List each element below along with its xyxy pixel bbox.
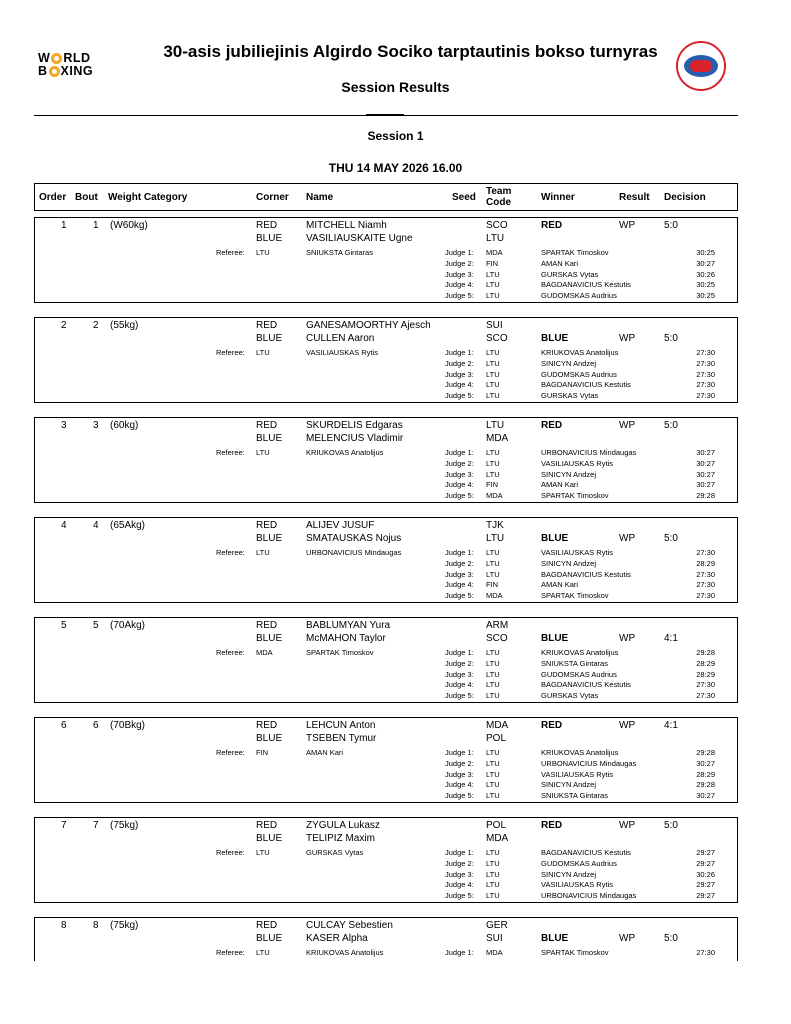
judge-label: Judge 4: [445,480,474,489]
bout-order: 7 [61,820,67,831]
weight-category: (75kg) [110,820,139,831]
judge-score: 30:27 [696,259,715,268]
red-team-code: MDA [486,720,509,731]
judge-name: SPARTAK Timoskov [541,491,609,500]
winner: RED [541,220,563,231]
blue-team-code: LTU [486,233,505,244]
judge-country: LTU [486,548,500,557]
judge-score: 27:30 [696,391,715,400]
logo-ring-icon [49,66,60,77]
judge-country: LTU [486,370,500,379]
judge-label: Judge 5: [445,491,474,500]
judge-label: Judge 5: [445,291,474,300]
red-boxer-name: SKURDELIS Edgaras [306,420,403,431]
decision: 5:0 [664,333,678,344]
judge-name: SNIUKSTA Gintaras [541,791,608,800]
judge-score: 30:27 [696,759,715,768]
judge-score: 27:30 [696,580,715,589]
bout-block [34,217,738,303]
bout-number: 2 [93,320,99,331]
blue-team-code: MDA [486,433,509,444]
referee-country: LTU [256,548,270,557]
judge-name: VASILIAUSKAS Rytis [541,880,613,889]
judge-name: SPARTAK Timoskov [541,248,609,257]
weight-category: (70Akg) [110,620,146,631]
judge-score: 28:29 [696,559,715,568]
winner: RED [541,820,563,831]
judge-label: Judge 2: [445,659,474,668]
corner-blue: BLUE [256,833,283,844]
judge-country: LTU [486,848,500,857]
judge-label: Judge 5: [445,791,474,800]
judge-name: SPARTAK Timoskov [541,591,609,600]
page-subtitle: Session Results [341,79,450,95]
corner-red: RED [256,820,278,831]
red-boxer-name: ALIJEV JUSUF [306,520,375,531]
judge-score: 29:28 [696,491,715,500]
referee-country: LTU [256,248,270,257]
judge-label: Judge 1: [445,848,474,857]
judge-country: MDA [486,948,503,957]
judge-name: AMAN Kari [541,480,579,489]
corner-red: RED [256,620,278,631]
tournament-title: 30-asis jubiliejinis Algirdo Sociko tarptautinis bokso turnyras [163,42,658,61]
referee-country: FIN [256,748,269,757]
judge-country: LTU [486,559,500,568]
judge-country: LTU [486,791,500,800]
referee-country: LTU [256,348,270,357]
col-seed: Seed [452,192,476,203]
judge-label: Judge 4: [445,880,474,889]
corner-red: RED [256,920,278,931]
judge-country: MDA [486,248,503,257]
judge-name: BAGDANAVICIUS Kestutis [541,680,631,689]
red-team-code: LTU [486,420,505,431]
judge-name: SINICYN Andzej [541,870,597,879]
judge-score: 27:30 [696,359,715,368]
judge-name: GUDOMSKAS Audrius [541,670,617,679]
judge-name: BAGDANAVICIUS Kestutis [541,848,631,857]
judge-label: Judge 2: [445,459,474,468]
bout-number: 5 [93,620,99,631]
corner-blue: BLUE [256,933,283,944]
bout-block [34,317,738,403]
result: WP [619,933,636,944]
referee-name: KRIUKOVAS Anatolijus [306,448,384,457]
judge-name: SINICYN Andzej [541,359,597,368]
referee-label: Referee: [216,748,245,757]
judge-label: Judge 2: [445,759,474,768]
result: WP [619,220,636,231]
bout-block [34,817,738,903]
judge-name: SINICYN Andzej [541,780,597,789]
decision: 5:0 [664,933,678,944]
col-result: Result [619,192,650,203]
judge-label: Judge 1: [445,748,474,757]
col-order: Order [39,192,67,203]
judge-country: MDA [486,591,503,600]
world-boxing-logo: W RLD B XING [38,51,94,78]
judge-country: LTU [486,448,500,457]
judge-label: Judge 2: [445,559,474,568]
winner: BLUE [541,533,569,544]
page-header [0,0,791,120]
judge-name: KRIUKOVAS Anatolijus [541,748,619,757]
judge-name: URBONAVICIUS Mindaugas [541,448,637,457]
weight-category: (W60kg) [110,220,148,231]
judge-label: Judge 5: [445,391,474,400]
judge-score: 27:30 [696,680,715,689]
col-corner: Corner [256,192,289,203]
red-boxer-name: GANESAMOORTHY Ajesch [306,320,431,331]
judge-label: Judge 2: [445,859,474,868]
judge-name: BAGDANAVICIUS Kestutis [541,570,631,579]
weight-category: (60kg) [110,420,139,431]
judge-score: 30:27 [696,459,715,468]
judge-score: 27:30 [696,570,715,579]
col-name: Name [306,192,334,203]
bout-block [34,417,738,503]
judge-label: Judge 3: [445,370,474,379]
judge-country: LTU [486,348,500,357]
decision: 4:1 [664,720,678,731]
judge-label: Judge 3: [445,870,474,879]
judge-country: LTU [486,680,500,689]
judge-label: Judge 3: [445,570,474,579]
blue-team-code: POL [486,733,507,744]
corner-blue: BLUE [256,433,283,444]
judge-name: SPARTAK Timoskov [541,948,609,957]
judge-country: LTU [486,380,500,389]
blue-team-code: SCO [486,633,508,644]
judge-label: Judge 5: [445,591,474,600]
judge-label: Judge 4: [445,780,474,789]
judge-country: FIN [486,580,499,589]
corner-red: RED [256,420,278,431]
referee-label: Referee: [216,948,245,957]
judge-score: 30:27 [696,791,715,800]
judge-label: Judge 4: [445,280,474,289]
bout-number: 1 [93,220,99,231]
judge-name: GUDOMSKAS Audrius [541,859,617,868]
judge-score: 27:30 [696,380,715,389]
referee-name: URBONAVICIUS Mindaugas [306,548,402,557]
bout-number: 4 [93,520,99,531]
judge-label: Judge 1: [445,448,474,457]
blue-boxer-name: McMAHON Taylor [306,633,386,644]
judge-score: 28:29 [696,659,715,668]
decision: 5:0 [664,420,678,431]
judge-score: 30:26 [696,870,715,879]
judge-name: GURSKAS Vytas [541,391,599,400]
judge-score: 28:29 [696,770,715,779]
judge-country: LTU [486,470,500,479]
judge-country: LTU [486,659,500,668]
judge-score: 30:25 [696,291,715,300]
red-boxer-name: LEHCUN Anton [306,720,376,731]
bout-number: 6 [93,720,99,731]
referee-name: KRIUKOVAS Anatolijus [306,948,384,957]
judge-score: 29:27 [696,880,715,889]
judge-score: 29:28 [696,748,715,757]
judge-country: LTU [486,759,500,768]
judge-score: 29:28 [696,648,715,657]
weight-category: (70Bkg) [110,720,146,731]
col-decision: Decision [664,192,706,203]
winner: BLUE [541,933,569,944]
federation-emblem-icon [676,41,726,91]
divider [34,115,738,116]
judge-score: 27:30 [696,348,715,357]
red-team-code: SCO [486,220,508,231]
judge-name: BAGDANAVICIUS Kestutis [541,380,631,389]
winner: BLUE [541,333,569,344]
result: WP [619,633,636,644]
judge-country: LTU [486,859,500,868]
referee-label: Referee: [216,448,245,457]
decision: 5:0 [664,533,678,544]
judge-name: GUDOMSKAS Audrius [541,291,617,300]
winner: RED [541,420,563,431]
red-boxer-name: BABLUMYAN Yura [306,620,391,631]
bout-number: 8 [93,920,99,931]
referee-label: Referee: [216,248,245,257]
corner-blue: BLUE [256,533,283,544]
session-title: Session 1 [367,129,424,143]
blue-boxer-name: VASILIAUSKAITE Ugne [306,233,413,244]
judge-name: VASILIAUSKAS Rytis [541,548,613,557]
referee-country: MDA [256,648,273,657]
judge-score: 30:27 [696,470,715,479]
red-boxer-name: MITCHELL Niamh [306,220,387,231]
weight-category: (55kg) [110,320,139,331]
blue-team-code: SUI [486,933,503,944]
decision: 4:1 [664,633,678,644]
bout-order: 1 [61,220,67,231]
bout-order: 2 [61,320,67,331]
judge-score: 29:28 [696,780,715,789]
referee-label: Referee: [216,548,245,557]
judge-score: 30:26 [696,270,715,279]
referee-name: AMAN Kari [306,748,344,757]
judge-label: Judge 1: [445,548,474,557]
judge-label: Judge 1: [445,648,474,657]
judge-label: Judge 4: [445,580,474,589]
blue-boxer-name: CULLEN Aaron [306,333,375,344]
judge-country: LTU [486,748,500,757]
judge-score: 29:27 [696,859,715,868]
judge-score: 27:30 [696,948,715,957]
judge-name: SINICYN Andzej [541,559,597,568]
winner: RED [541,720,563,731]
judge-country: LTU [486,891,500,900]
red-team-code: GER [486,920,508,931]
col-weight: Weight Category [108,192,188,203]
referee-label: Referee: [216,348,245,357]
judge-label: Judge 4: [445,680,474,689]
referee-country: LTU [256,848,270,857]
corner-red: RED [256,720,278,731]
judge-country: LTU [486,459,500,468]
judge-name: KRIUKOVAS Anatolijus [541,348,619,357]
judge-name: GUDOMSKAS Audrius [541,370,617,379]
blue-boxer-name: KASER Alpha [306,933,368,944]
corner-blue: BLUE [256,333,283,344]
bout-order: 8 [61,920,67,931]
judge-score: 28:29 [696,670,715,679]
judge-country: FIN [486,480,499,489]
judge-score: 27:30 [696,370,715,379]
decision: 5:0 [664,220,678,231]
red-team-code: POL [486,820,507,831]
referee-label: Referee: [216,848,245,857]
bout-order: 5 [61,620,67,631]
judge-label: Judge 3: [445,670,474,679]
judge-country: LTU [486,880,500,889]
blue-boxer-name: TSEBEN Tymur [306,733,377,744]
corner-red: RED [256,220,278,231]
referee-country: LTU [256,948,270,957]
referee-name: SPARTAK Timoskov [306,648,374,657]
corner-blue: BLUE [256,733,283,744]
bout-order: 4 [61,520,67,531]
corner-blue: BLUE [256,633,283,644]
result: WP [619,533,636,544]
judge-name: SNIUKSTA Gintaras [541,659,608,668]
judge-country: LTU [486,570,500,579]
judge-country: LTU [486,691,500,700]
judge-name: VASILIAUSKAS Rytis [541,770,613,779]
judge-country: LTU [486,648,500,657]
judge-score: 29:27 [696,848,715,857]
judge-country: LTU [486,291,500,300]
bout-number: 7 [93,820,99,831]
blue-team-code: LTU [486,533,505,544]
red-team-code: SUI [486,320,503,331]
judge-label: Judge 1: [445,248,474,257]
judge-country: LTU [486,770,500,779]
judge-country: LTU [486,780,500,789]
judge-country: LTU [486,270,500,279]
judge-score: 27:30 [696,591,715,600]
referee-name: VASILIAUSKAS Rytis [306,348,378,357]
judge-name: GURSKAS Vytas [541,270,599,279]
judge-name: GURSKAS Vytas [541,691,599,700]
bout-block [34,917,738,961]
judge-name: AMAN Kari [541,580,579,589]
red-team-code: ARM [486,620,509,631]
referee-label: Referee: [216,648,245,657]
col-team-code: Team Code [486,186,512,208]
result: WP [619,720,636,731]
bout-block [34,617,738,703]
judge-label: Judge 3: [445,770,474,779]
bout-order: 3 [61,420,67,431]
judge-name: SINICYN Andzej [541,470,597,479]
judge-score: 27:30 [696,548,715,557]
winner: BLUE [541,633,569,644]
judge-score: 30:25 [696,280,715,289]
judge-name: AMAN Kari [541,259,579,268]
blue-team-code: SCO [486,333,508,344]
judge-label: Judge 3: [445,270,474,279]
red-team-code: TJK [486,520,504,531]
judge-score: 27:30 [696,691,715,700]
result: WP [619,333,636,344]
judge-name: URBONAVICIUS Mindaugas [541,891,637,900]
referee-name: GURSKAS Vytas [306,848,364,857]
judge-country: LTU [486,280,500,289]
result: WP [619,820,636,831]
judge-country: LTU [486,391,500,400]
judge-label: Judge 3: [445,470,474,479]
judge-label: Judge 4: [445,380,474,389]
blue-boxer-name: SMATAUSKAS Nojus [306,533,402,544]
corner-red: RED [256,520,278,531]
judge-score: 30:27 [696,480,715,489]
col-winner: Winner [541,192,575,203]
judge-country: MDA [486,491,503,500]
bout-block [34,517,738,603]
blue-boxer-name: TELIPIZ Maxim [306,833,375,844]
bout-order: 6 [61,720,67,731]
judge-name: KRIUKOVAS Anatolijus [541,648,619,657]
red-boxer-name: CULCAY Sebestien [306,920,393,931]
judge-score: 30:27 [696,448,715,457]
judge-country: LTU [486,670,500,679]
blue-boxer-name: MELENCIUS Vladimir [306,433,404,444]
referee-name: SNIUKSTA Gintaras [306,248,373,257]
judge-label: Judge 5: [445,691,474,700]
judge-label: Judge 2: [445,259,474,268]
judge-score: 29:27 [696,891,715,900]
decision: 5:0 [664,820,678,831]
judge-country: LTU [486,870,500,879]
judge-name: VASILIAUSKAS Rytis [541,459,613,468]
judge-country: LTU [486,359,500,368]
bout-number: 3 [93,420,99,431]
judge-label: Judge 2: [445,359,474,368]
judge-name: URBONAVICIUS Mindaugas [541,759,637,768]
col-bout: Bout [75,192,98,203]
weight-category: (75kg) [110,920,139,931]
judge-label: Judge 1: [445,348,474,357]
results-table-header [34,183,738,211]
bout-block [34,717,738,803]
referee-country: LTU [256,448,270,457]
weight-category: (65Akg) [110,520,146,531]
blue-team-code: MDA [486,833,509,844]
red-boxer-name: ZYGULA Lukasz [306,820,380,831]
corner-red: RED [256,320,278,331]
judge-label: Judge 5: [445,891,474,900]
judge-score: 30:25 [696,248,715,257]
judge-name: BAGDANAVICIUS Kestutis [541,280,631,289]
judge-country: FIN [486,259,499,268]
judge-label: Judge 1: [445,948,474,957]
result: WP [619,420,636,431]
session-date: THU 14 MAY 2026 16.00 [328,161,463,175]
corner-blue: BLUE [256,233,283,244]
